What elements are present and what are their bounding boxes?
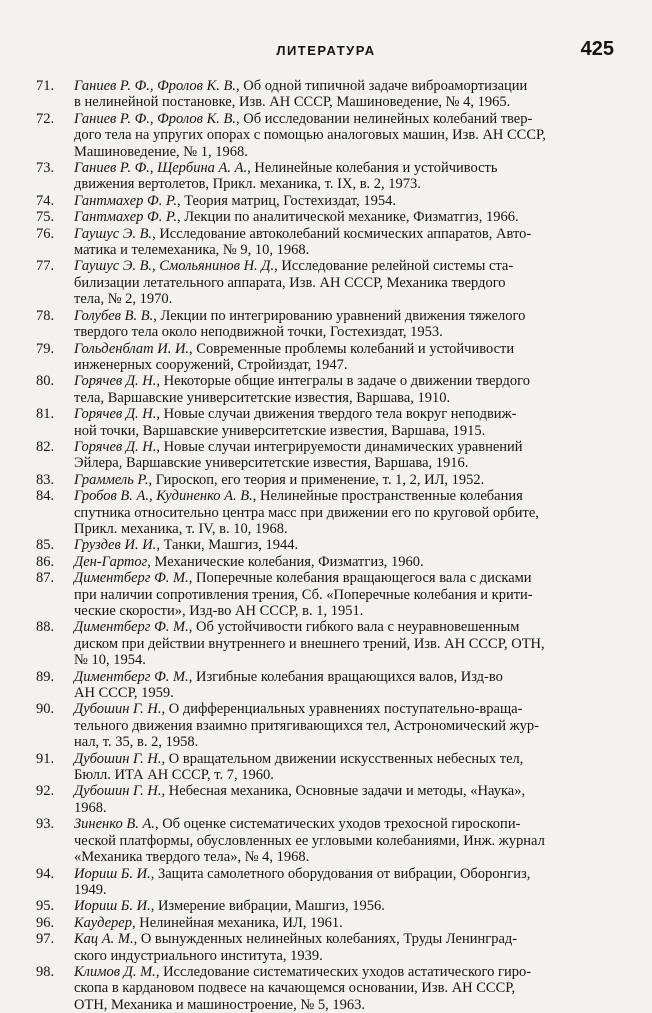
page-header — [0, 38, 652, 66]
reference-item — [36, 209, 610, 225]
reference-line-text: , Исследование релейной системы ста- — [274, 258, 514, 275]
reference-text — [74, 701, 610, 750]
reference-line-text: , Исследование автоколебаний космических аппаратов, Авто- — [152, 225, 532, 242]
reference-line-text: , Современные проблемы колебаний и устойчивости — [189, 340, 515, 357]
reference-authors: Гантмахер Ф. Р. — [74, 209, 177, 226]
running-title: ЛИТЕРАТУРА — [276, 43, 376, 58]
reference-line — [74, 111, 610, 127]
reference-item — [36, 898, 610, 914]
reference-text — [74, 931, 610, 964]
reference-authors: Гаушус Э. В., Смольянинов Н. Д. — [74, 258, 275, 275]
reference-line-text: 1968. — [74, 799, 107, 816]
reference-number: 95. — [36, 898, 55, 915]
reference-line — [74, 209, 610, 225]
reference-text — [74, 258, 610, 307]
reference-line — [74, 570, 610, 586]
reference-item — [36, 866, 610, 899]
reference-text — [74, 669, 610, 702]
reference-item — [36, 537, 610, 553]
reference-line-text: движения вертолетов, Прикл. механика, т. IX, в. 2, 1973. — [74, 176, 421, 193]
reference-line — [74, 619, 610, 635]
reference-line — [74, 341, 610, 357]
reference-authors: Ганиев Р. Ф., Фролов К. В. — [74, 78, 236, 94]
reference-authors: Гантмахер Ф. Р. — [74, 192, 177, 209]
reference-text — [74, 160, 610, 193]
reference-item — [36, 669, 610, 702]
reference-authors: Дубошин Г. Н. — [74, 750, 162, 767]
reference-line — [74, 94, 610, 110]
reference-line-text: спутника относительно центра масс при движении его по круговой орбите, — [74, 504, 539, 521]
reference-text — [74, 373, 610, 406]
reference-number: 86. — [36, 553, 55, 570]
reference-authors: Диментберг Ф. М. — [74, 570, 189, 587]
reference-line — [74, 488, 610, 504]
reference-number: 85. — [36, 537, 55, 554]
reference-authors: Климов Д. М. — [74, 963, 156, 980]
reference-line-text: матика и телемеханика, № 9, 10, 1968. — [74, 242, 310, 259]
reference-number: 92. — [36, 783, 55, 800]
reference-authors: Горячев Д. Н. — [74, 373, 157, 390]
reference-text — [74, 915, 610, 931]
reference-line — [74, 373, 610, 389]
reference-line-text: , Нелинейная механика, ИЛ, 1961. — [131, 914, 343, 931]
reference-item — [36, 915, 610, 931]
reference-authors: Диментберг Ф. М. — [74, 619, 189, 636]
reference-number: 84. — [36, 488, 55, 505]
reference-authors: Голубев В. В. — [74, 307, 154, 324]
reference-authors: Дубошин Г. Н. — [74, 783, 162, 800]
reference-number: 82. — [36, 438, 55, 455]
reference-line — [74, 423, 610, 439]
reference-line — [74, 603, 610, 619]
reference-authors: Гаушус Э. В. — [74, 225, 153, 242]
reference-authors: Груздев И. И. — [74, 537, 157, 554]
reference-line-text: № 10, 1954. — [74, 652, 146, 669]
reference-line-text: , Лекции по интегрированию уравнений движения тяжелого — [153, 307, 526, 324]
reference-text — [74, 111, 610, 160]
reference-line — [74, 685, 610, 701]
reference-line-text: , Лекции по аналитической механике, Физматгиз, 1966. — [177, 209, 519, 226]
reference-line — [74, 357, 610, 373]
reference-authors: Каудерер — [74, 914, 132, 931]
reference-authors: Зиненко В. А. — [74, 816, 155, 833]
reference-number: 81. — [36, 406, 55, 423]
reference-text — [74, 537, 610, 553]
reference-text — [74, 570, 610, 619]
reference-line-text: Бюлл. ИТА АН СССР, т. 7, 1960. — [74, 767, 274, 784]
reference-authors: Горячев Д. Н. — [74, 406, 157, 423]
reference-item — [36, 341, 610, 374]
reference-number: 72. — [36, 110, 55, 127]
reference-line-text: , Изгибные колебания вращающихся валов, Изд-во — [188, 668, 503, 685]
reference-line — [74, 964, 610, 980]
reference-text — [74, 488, 610, 537]
reference-line-text: нал, т. 35, в. 2, 1958. — [74, 734, 199, 751]
reference-line — [74, 554, 610, 570]
reference-line-text: , Измерение вибрации, Машгиз, 1956. — [150, 898, 385, 915]
reference-line — [74, 455, 610, 471]
reference-line-text: тела, № 2, 1970. — [74, 291, 173, 308]
reference-line — [74, 291, 610, 307]
reference-line-text: , О вынужденных нелинейных колебаниях, Труды Ленинград- — [133, 931, 518, 948]
reference-text — [74, 226, 610, 259]
reference-number: 71. — [36, 78, 55, 94]
reference-line — [74, 931, 610, 947]
reference-line-text: ОТН, Механика и машиностроение, № 5, 1963. — [74, 996, 365, 1013]
reference-number: 80. — [36, 373, 55, 390]
reference-line — [74, 866, 610, 882]
reference-line-text: диском при действии внутреннего и внешнего трений, Изв. АН СССР, ОТН, — [74, 635, 545, 652]
reference-line-text: ческой платформы, обусловленных ее угловыми колебаниями, Инж. журнал — [74, 832, 545, 849]
reference-item — [36, 570, 610, 619]
reference-item — [36, 193, 610, 209]
reference-item — [36, 373, 610, 406]
reference-line — [74, 242, 610, 258]
reference-line — [74, 882, 610, 898]
reference-item — [36, 406, 610, 439]
reference-item — [36, 226, 610, 259]
reference-authors: Иориш Б. И. — [74, 898, 151, 915]
reference-authors: Ден-Гартог — [74, 553, 148, 570]
reference-number: 76. — [36, 225, 55, 242]
reference-line-text: билизации летательного аппарата, Изв. АН СССР, Механика твердого — [74, 274, 506, 291]
reference-line-text: Эйлера, Варшавские университетские известия, Варшава, 1916. — [74, 455, 469, 472]
reference-line — [74, 849, 610, 865]
reference-line — [74, 193, 610, 209]
reference-number: 93. — [36, 816, 55, 833]
reference-line — [74, 406, 610, 422]
reference-text — [74, 78, 610, 111]
reference-number: 94. — [36, 865, 55, 882]
reference-text — [74, 816, 610, 865]
reference-line-text: , О вращательном движении искусственных небесных тел, — [161, 750, 524, 767]
reference-line-text: , Некоторые общие интегралы в задаче о движении твердого — [156, 373, 530, 390]
reference-number: 96. — [36, 914, 55, 931]
reference-line — [74, 505, 610, 521]
reference-line — [74, 127, 610, 143]
reference-line — [74, 144, 610, 160]
reference-line-text: , О дифференциальных уравнениях поступательно-враща- — [161, 701, 523, 718]
reference-line — [74, 898, 610, 914]
reference-number: 98. — [36, 963, 55, 980]
reference-item — [36, 931, 610, 964]
reference-text — [74, 308, 610, 341]
reference-item — [36, 111, 610, 160]
reference-number: 74. — [36, 192, 55, 209]
reference-number: 75. — [36, 209, 55, 226]
reference-text — [74, 751, 610, 784]
reference-line — [74, 833, 610, 849]
reference-number: 89. — [36, 668, 55, 685]
reference-item — [36, 783, 610, 816]
reference-line-text: , Нелинейные пространственные колебания — [252, 488, 523, 505]
reference-line — [74, 652, 610, 668]
reference-line-text: , Новые случаи движения твердого тела вокруг неподвиж- — [156, 406, 517, 423]
reference-number: 78. — [36, 307, 55, 324]
reference-line-text: ной точки, Варшавские университетские известия, Варшава, 1915. — [74, 422, 486, 439]
reference-line-text: Машиноведение, № 1, 1968. — [74, 143, 248, 160]
reference-line — [74, 800, 610, 816]
reference-line — [74, 275, 610, 291]
reference-number: 90. — [36, 701, 55, 718]
reference-line-text: ческие скорости», Изд-во АН СССР, в. 1, 1951. — [74, 603, 364, 619]
reference-text — [74, 193, 610, 209]
reference-line-text: , Небесная механика, Основные задачи и методы, «Наука», — [161, 783, 526, 800]
reference-line — [74, 258, 610, 274]
reference-authors: Горячев Д. Н. — [74, 438, 157, 455]
reference-line — [74, 176, 610, 192]
reference-line — [74, 308, 610, 324]
reference-item — [36, 439, 610, 472]
reference-line — [74, 948, 610, 964]
reference-line — [74, 751, 610, 767]
reference-text — [74, 898, 610, 914]
reference-line-text: , Механические колебания, Физматгиз, 1960. — [147, 553, 424, 570]
reference-authors: Кац А. М. — [74, 931, 134, 948]
reference-text — [74, 866, 610, 899]
reference-item — [36, 701, 610, 750]
reference-item — [36, 751, 610, 784]
reference-line — [74, 636, 610, 652]
reference-line-text: тела, Варшавские университетские известия, Варшава, 1910. — [74, 389, 451, 406]
reference-item — [36, 78, 610, 111]
reference-line — [74, 78, 610, 94]
reference-item — [36, 554, 610, 570]
reference-item — [36, 619, 610, 668]
page-number: 425 — [580, 38, 614, 60]
reference-line-text: твердого тела около неподвижной точки, Гостехиздат, 1953. — [74, 324, 443, 341]
reference-line-text: тельного движения взаимно притягивающихся тел, Астрономический жур- — [74, 717, 539, 734]
reference-line-text: , Гироскоп, его теория и применение, т. 1, 2, ИЛ, 1952. — [148, 471, 485, 488]
reference-line-text: , Нелинейные колебания и устойчивость — [247, 160, 498, 177]
reference-authors: Иориш Б. И. — [74, 865, 151, 882]
reference-line — [74, 390, 610, 406]
reference-text — [74, 964, 610, 1013]
reference-line — [74, 734, 610, 750]
reference-line-text: «Механика твердого тела», № 4, 1968. — [74, 849, 310, 866]
reference-line-text: , Об исследовании нелинейных колебаний твер- — [235, 110, 533, 127]
reference-number: 91. — [36, 750, 55, 767]
reference-item — [36, 816, 610, 865]
reference-line-text: , Исследование систематических уходов астатического гиро- — [155, 963, 532, 980]
reference-line — [74, 226, 610, 242]
reference-authors: Гольденблат И. И. — [74, 340, 190, 357]
reference-number: 88. — [36, 619, 55, 636]
reference-line-text: , Защита самолетного оборудования от вибрации, Оборонгиз, — [150, 865, 531, 882]
reference-line — [74, 324, 610, 340]
reference-number: 73. — [36, 160, 55, 177]
reference-text — [74, 209, 610, 225]
reference-line — [74, 669, 610, 685]
reference-line-text: , Новые случаи интегрируемости динамических уравнений — [156, 438, 523, 455]
reference-line — [74, 439, 610, 455]
reference-line — [74, 718, 610, 734]
reference-authors: Ганиев Р. Ф., Фролов К. В. — [74, 110, 236, 127]
reference-item — [36, 258, 610, 307]
reference-line-text: инженерных сооружений, Стройиздат, 1947. — [74, 356, 348, 373]
reference-item — [36, 308, 610, 341]
reference-authors: Диментберг Ф. М. — [74, 668, 189, 685]
reference-line-text: , Поперечные колебания вращающегося вала с дисками — [188, 570, 532, 587]
reference-authors: Граммель Р. — [74, 471, 149, 488]
reference-line — [74, 472, 610, 488]
reference-text — [74, 341, 610, 374]
reference-authors: Гробов В. А., Кудиненко А. В. — [74, 488, 253, 505]
reference-text — [74, 439, 610, 472]
reference-number: 77. — [36, 258, 55, 275]
reference-line-text: Прикл. механика, т. IV, в. 10, 1968. — [74, 520, 288, 537]
reference-line — [74, 521, 610, 537]
reference-item — [36, 964, 610, 1013]
reference-line — [74, 915, 610, 931]
reference-text — [74, 783, 610, 816]
reference-line — [74, 767, 610, 783]
reference-item — [36, 488, 610, 537]
reference-line-text: , Теория матриц, Гостехиздат, 1954. — [177, 192, 396, 209]
reference-line-text: , Об одной типичной задаче виброамортизации — [235, 78, 528, 94]
reference-text — [74, 619, 610, 668]
reference-line-text: 1949. — [74, 881, 107, 898]
reference-text — [74, 406, 610, 439]
reference-authors: Дубошин Г. Н. — [74, 701, 162, 718]
reference-line-text: дого тела на упругих опорах с помощью аналоговых машин, Изв. АН СССР, — [74, 127, 546, 144]
reference-line — [74, 587, 610, 603]
reference-list — [36, 78, 610, 1013]
reference-line-text: АН СССР, 1959. — [74, 685, 174, 702]
reference-line — [74, 160, 610, 176]
reference-line-text: , Об оценке систематических уходов трехосной гироскопи- — [154, 816, 521, 833]
reference-line — [74, 701, 610, 717]
reference-item — [36, 472, 610, 488]
reference-line-text: , Танки, Машгиз, 1944. — [156, 537, 299, 554]
reference-line — [74, 537, 610, 553]
reference-number: 83. — [36, 471, 55, 488]
reference-text — [74, 472, 610, 488]
reference-line — [74, 980, 610, 996]
reference-authors: Ганиев Р. Ф., Щербина А. А. — [74, 160, 248, 177]
reference-line-text: в нелинейной постановке, Изв. АН СССР, Машиноведение, № 4, 1965. — [74, 94, 511, 111]
reference-line-text: , Об устойчивости гибкого вала с неуравновешенным — [188, 619, 520, 636]
reference-number: 79. — [36, 340, 55, 357]
reference-number: 97. — [36, 931, 55, 948]
reference-line-text: ского индустриального института, 1939. — [74, 947, 323, 964]
reference-line — [74, 783, 610, 799]
reference-text — [74, 554, 610, 570]
reference-line — [74, 816, 610, 832]
reference-line-text: при наличии сопротивления трения, Сб. «Поперечные колебания и крити- — [74, 586, 533, 603]
reference-number: 87. — [36, 570, 55, 587]
reference-line-text: скопа в кардановом подвесе на качающемся основании, Изв. АН СССР, — [74, 980, 516, 997]
reference-line — [74, 997, 610, 1013]
reference-item — [36, 160, 610, 193]
